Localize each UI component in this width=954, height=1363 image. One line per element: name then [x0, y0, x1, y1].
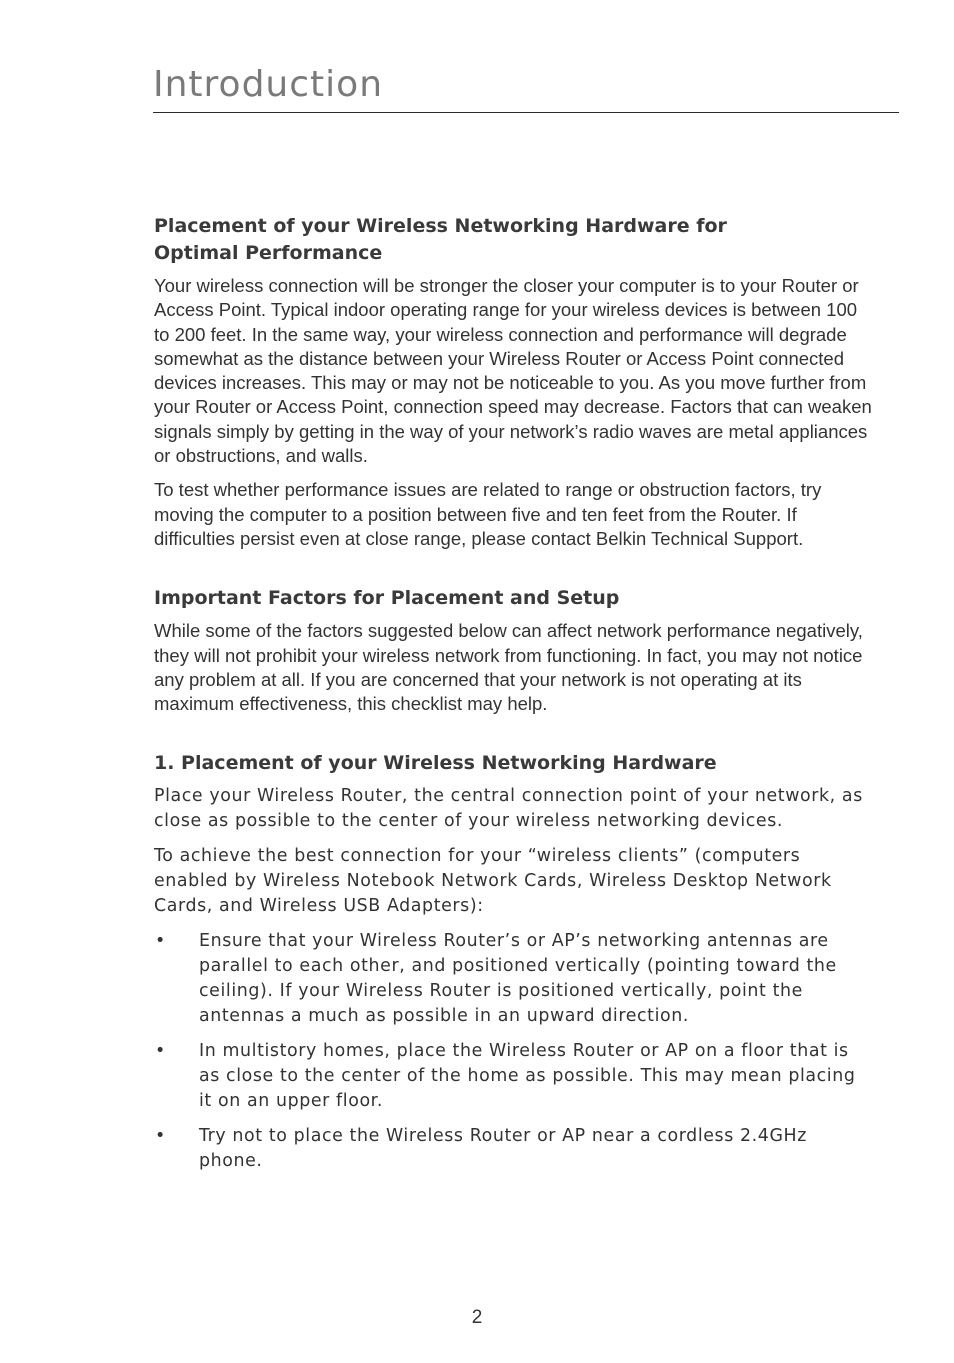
- list-item-text: Try not to place the Wireless Router or AP near a cordless 2.4GHz phone.: [199, 1126, 807, 1172]
- placement-paragraph-2: To test whether performance issues are related to range or obstruction factors, try moving the computer to a position between five and ten feet from the Router. If difficulties persist even at close range, please contact Belkin Technical Support.: [154, 479, 822, 549]
- section-heading-line2: Optimal Performance: [154, 242, 383, 264]
- list-item: [154, 929, 874, 1029]
- section-heading-line1: Placement of your Wireless Networking Hardware for: [154, 215, 727, 237]
- section-heading-important-factors: Important Factors for Placement and Setup: [154, 587, 620, 610]
- hardware-placement-paragraph-1: Place your Wireless Router, the central connection point of your network, as close as possible to the center of your wireless networking devices.: [154, 786, 863, 832]
- section-heading-hardware-placement: 1. Placement of your Wireless Networking Hardware: [154, 752, 717, 775]
- bullet-icon: •: [155, 1041, 166, 1062]
- list-item: [154, 1039, 874, 1114]
- list-item-text: In multistory homes, place the Wireless Router or AP on a floor that is as close to the center of the home as possible. This may mean placing it on an upper floor.: [199, 1041, 856, 1112]
- title-divider: [153, 112, 899, 113]
- placement-checklist: [154, 929, 874, 1174]
- page-content: [154, 213, 874, 1184]
- important-factors-paragraph: While some of the factors suggested below can affect network performance negatively, they will not prohibit your wireless network from functioning. In fact, you may not notice any problem at all. If you are concerned that your network is not operating at its maximum effectiveness, this checklist may help.: [154, 620, 863, 715]
- page-number: 2: [471, 1307, 483, 1328]
- list-item: [154, 1124, 874, 1174]
- list-item-text: Ensure that your Wireless Router’s or AP’s networking antennas are parallel to each other, and positioned vertically (pointing toward the ceiling). If your Wireless Router is positioned vertically, point the antennas a much as possible in an upward direction.: [199, 931, 837, 1027]
- placement-paragraph-1: Your wireless connection will be stronger the closer your computer is to your Router or Access Point. Typical indoor operating range for your wireless devices is between 100 to 200 feet. In the same way, your wireless connection and performance will degrade somewhat as the distance between your Wireless Router or Access Point connected devices increases. This may or may not be noticeable to you. As you move further from your Router or Access Point, connection speed may decrease. Factors that can weaken signals simply by getting in the way of your network’s radio waves are metal appliances or obstructions, and walls.: [154, 275, 872, 467]
- page-title: Introduction: [153, 64, 384, 105]
- bullet-icon: •: [155, 931, 166, 952]
- bullet-icon: •: [155, 1126, 166, 1147]
- section-heading-placement: [154, 213, 874, 267]
- hardware-placement-paragraph-2: To achieve the best connection for your “wireless clients” (computers enabled by Wireless Notebook Network Cards, Wireless Desktop Network Cards, and Wireless USB Adapters):: [154, 846, 832, 917]
